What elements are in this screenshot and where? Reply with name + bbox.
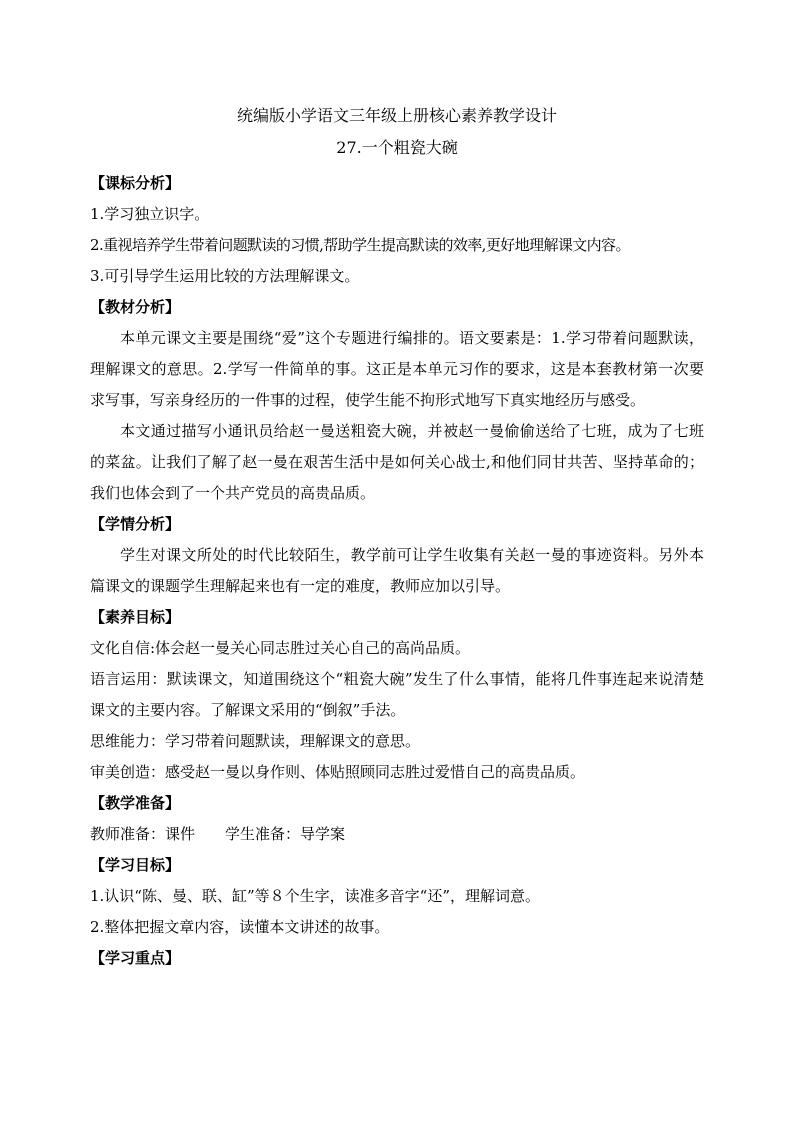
document-page [90,100,704,974]
kebiao-item: 3.可引导学生运用比较的方法理解课文。 [90,267,360,285]
suyang-item: 审美创造：感受赵一曼以身作则、体贴照顾同志胜过爱惜自己的高贵品质。 [90,763,586,781]
jiaocai-paragraph: 本单元课文主要是围绕“爱”这个专题进行编排的。语文要素是：1.学习带着问题默读，理解课文的意思。2.学写一件简单的事。这正是本单元习作的要求，这是本套教材第一次要求写事，写亲身经历的一件事的过程，使学生能不拘形式地写下真实地经历与感受。 [90,329,704,409]
document-title: 统编版小学语文三年级上册核心素养教学设计 [236,106,557,125]
xueqing-paragraph: 学生对课文所处的时代比较陌生，教学前可让学生收集有关赵一曼的事迹资料。另外本篇课文的课题学生理解起来也有一定的难度，教师应加以引导。 [90,546,704,595]
kebiao-item: 1.学习独立识字。 [90,205,210,223]
lesson-title: 27.一个粗瓷大碗 [336,138,458,157]
mubiao-item: 1.认识“陈、曼、联、缸”等８个生字，读准多音字“还”，理解词意。 [90,887,540,905]
mubiao-item: 2.整体把握文章内容，读懂本文讲述的故事。 [90,918,390,936]
zhunbei-item: 教师准备：课件 学生准备：导学案 [90,825,346,843]
section-heading-mubiao: 【学习目标】 [90,856,181,874]
kebiao-item: 2.重视培养学生带着问题默读的习惯,帮助学生提高默读的效率,更好地理解课文内容。 [90,236,630,254]
section-heading-xueqing: 【学情分析】 [90,515,181,533]
section-heading-jiaocai: 【教材分析】 [90,298,181,316]
suyang-item: 思维能力：学习带着问题默读，理解课文的意思。 [90,732,421,750]
jiaocai-paragraph: 本文通过描写小通讯员给赵一曼送粗瓷大碗，并被赵一曼偷偷送给了七班，成为了七班的菜盆。让我们了解了赵一曼在艰苦生活中是如何关心战士,和他们同甘共苦、坚持革命的；我们也体会到了一个共产党员的高贵品质。 [90,422,704,502]
suyang-item: 文化自信:体会赵一曼关心同志胜过关心自己的高尚品质。 [90,639,471,657]
section-heading-zhunbei: 【教学准备】 [90,794,181,812]
section-heading-zhongdian: 【学习重点】 [90,949,181,967]
suyang-item: 语言运用：默读课文，知道围绕这个“粗瓷大碗”发生了什么事情，能将几件事连起来说清楚课文的主要内容。了解课文采用的“倒叙”手法。 [90,670,704,719]
section-heading-kebiao: 【课标分析】 [90,174,181,192]
section-heading-suyang: 【素养目标】 [90,608,181,626]
